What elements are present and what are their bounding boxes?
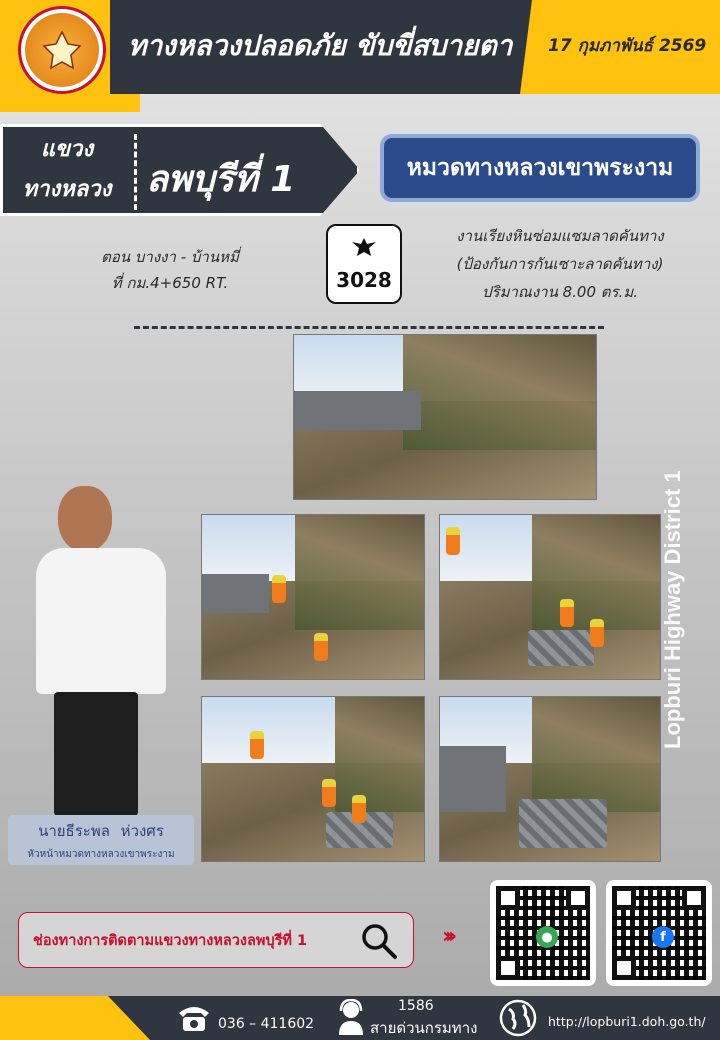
- emblem-icon: [40, 28, 84, 72]
- garuda-icon: [351, 236, 377, 262]
- header-date: 17 กุมภาพันธ์ 2569: [548, 36, 707, 56]
- work-photo-4: [201, 696, 425, 862]
- location-section: ตอน บางงา - บ้านหมี่: [101, 248, 239, 266]
- district-label: [0, 130, 134, 210]
- person-portrait: [36, 486, 168, 816]
- facebook-icon: f: [652, 926, 674, 948]
- route-number: 3028: [336, 268, 392, 292]
- person-name-box: [8, 815, 194, 865]
- work-photo-2: [201, 514, 425, 680]
- work-description: [420, 222, 700, 306]
- district-label-line1: แขวง: [40, 137, 94, 162]
- location-km: ที่ กม.4+650 RT.: [111, 274, 229, 292]
- map-pin-icon: ●: [536, 926, 558, 948]
- search-icon: [359, 921, 399, 961]
- section-divider: [134, 326, 604, 329]
- unit-name-box: [380, 134, 700, 202]
- route-badge: [326, 224, 402, 304]
- headset-icon: [334, 998, 368, 1036]
- work-photo-5: [439, 696, 661, 862]
- work-photo-3: [439, 514, 661, 680]
- header-title: ทางหลวงปลอดภัย ขับขี่สบายตา: [128, 29, 513, 62]
- qr-code-facebook[interactable]: [606, 880, 712, 986]
- person-title: หัวหน้าหมวดทางหลวงเขาพระงาม: [27, 849, 175, 860]
- hotline-label: สายด่วนกรมทาง: [370, 1019, 478, 1037]
- unit-name: หมวดทางหลวงเขาพระงาม: [406, 155, 674, 181]
- footer-phone[interactable]: 036 – 411602: [218, 1016, 315, 1032]
- footer-website[interactable]: http://lopburi1.doh.go.th/: [548, 1014, 706, 1029]
- telephone-icon: [176, 1002, 212, 1034]
- work-title: งานเรียงหินซ่อมแซมลาดคันทาง: [456, 227, 664, 245]
- district-name: ลพบุรีที่ 1: [146, 159, 296, 200]
- globe-icon: [498, 998, 538, 1038]
- person-name: นายธีระพล ห่วงศร: [38, 822, 164, 840]
- follow-label: ช่องทางการติดตามแขวงทางหลวงลพบุรีที่ 1: [33, 932, 308, 949]
- chevrons-icon: ›››: [442, 924, 452, 949]
- work-purpose: (ป้องกันการกันเซาะลาดคันทาง): [456, 255, 664, 273]
- district-label-line2: ทางหลวง: [22, 177, 112, 202]
- hotline-number[interactable]: 1586: [398, 998, 434, 1014]
- location-info: [70, 244, 270, 296]
- side-label: Lopburi Highway District 1: [660, 470, 685, 750]
- work-photo-1: [293, 334, 597, 500]
- follow-channels-box[interactable]: [18, 912, 414, 968]
- qr-code-maps[interactable]: [490, 880, 596, 986]
- work-quantity: ปริมาณงาน 8.00 ตร.ม.: [482, 283, 638, 301]
- department-logo: [18, 6, 106, 94]
- district-divider: [134, 134, 137, 210]
